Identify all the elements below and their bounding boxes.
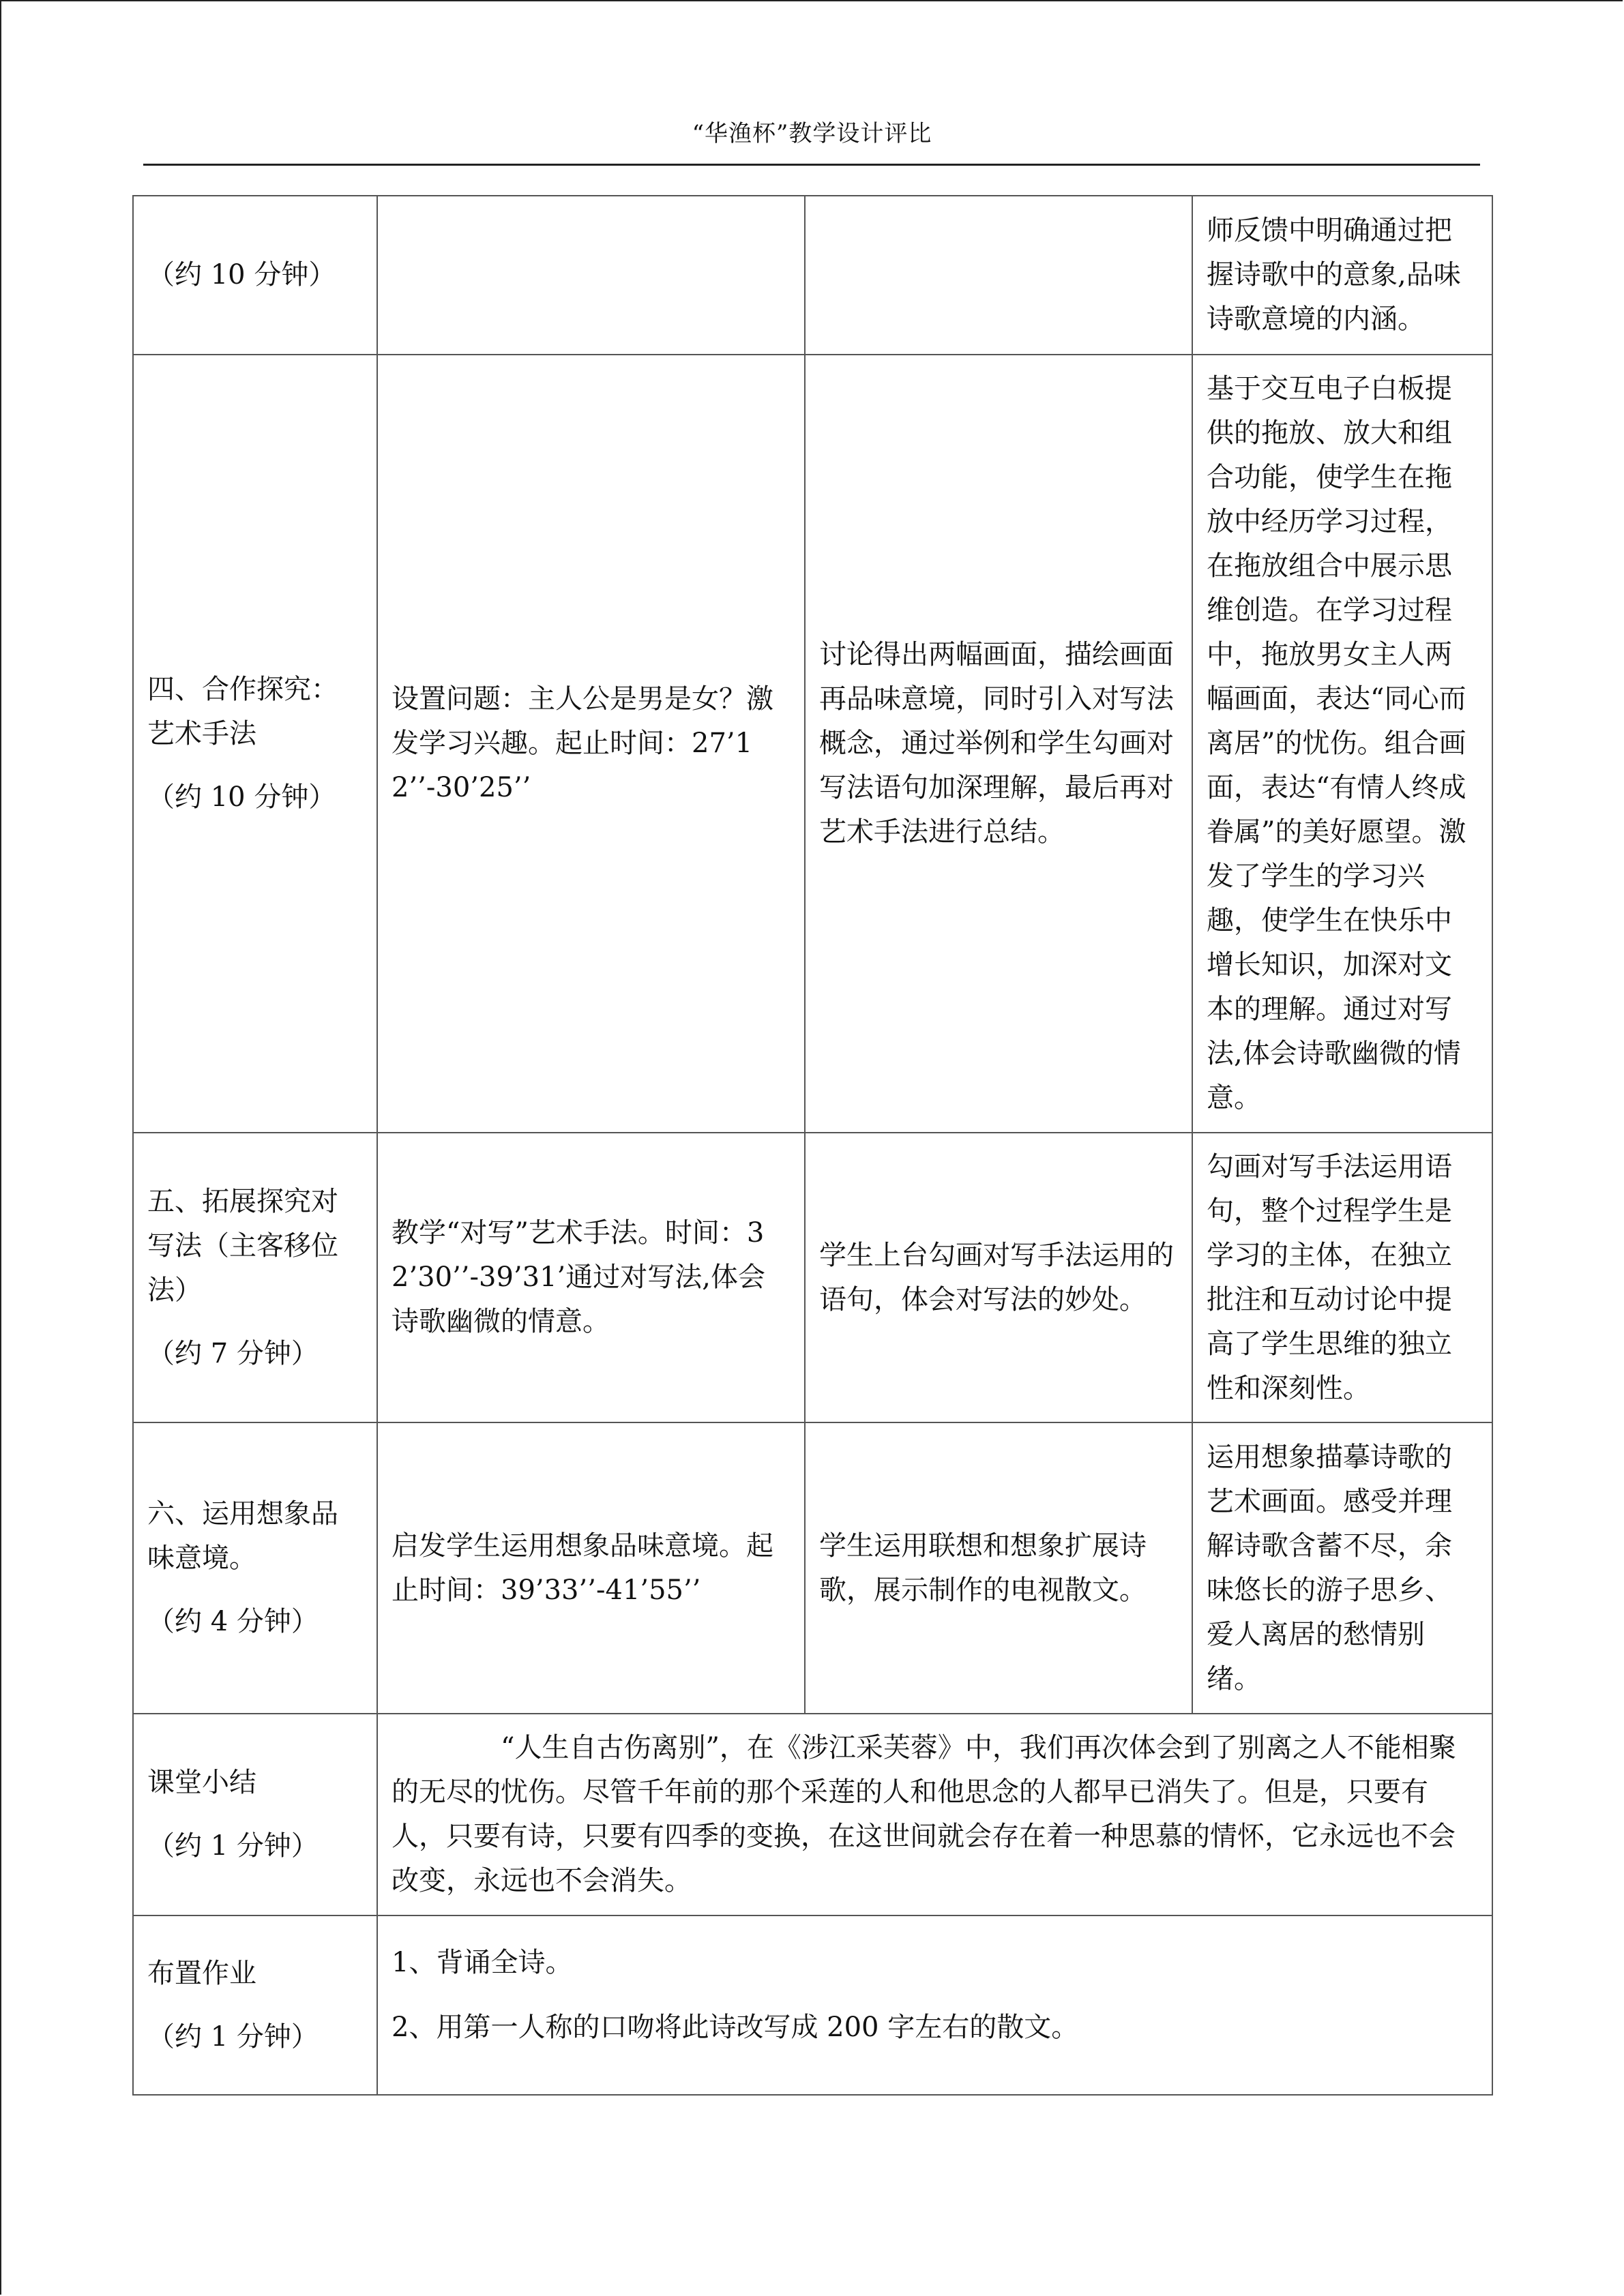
time-estimate: （约 10 分钟） — [147, 781, 336, 813]
teacher-activity-cell: 设置问题：主人公是男是女？激发学习兴趣。起止时间：27’12’’-30’25’’ — [377, 355, 805, 1133]
teacher-activity-cell: 启发学生运用想象品味意境。起止时间：39’33’’-41’55’’ — [377, 1422, 805, 1714]
time-estimate: （约 10 分钟） — [147, 259, 336, 290]
homework-label: 布置作业 — [147, 1957, 256, 1989]
summary-label-cell — [133, 1714, 377, 1915]
stage-title: 四、合作探究： 艺术手法 — [147, 674, 338, 749]
teacher-activity-cell — [377, 196, 805, 355]
time-estimate: （约 1 分钟） — [147, 2021, 319, 2053]
homework-item: 2、用第一人称的口吻将此诗改写成 200 字左右的散文。 — [392, 2011, 1079, 2043]
student-activity-cell — [805, 196, 1192, 355]
student-activity-cell: 讨论得出两幅画面，描绘画面再品味意境，同时引入对写法概念，通过举例和学生勾画对写法语句加深理解，最后再对艺术手法进行总结。 — [805, 355, 1192, 1133]
student-activity-cell: 学生运用联想和想象扩展诗歌，展示制作的电视散文。 — [805, 1422, 1192, 1714]
stage-title: 五、拓展探究对写法（主客移位法） — [147, 1185, 338, 1306]
summary-text: “人生自古伤离别”，在《涉江采芙蓉》中，我们再次体会到了别离之人不能相聚的无尽的忧伤。尽管千年前的那个采莲的人和他思念的人都早已消失了。但是，只要有人，只要有诗，只要有四季的变换，在这世间就会存在着一种思慕的情怀，它永远也不会改变，永远也不会消失。 — [377, 1714, 1492, 1915]
time-estimate: （约 1 分钟） — [147, 1830, 319, 1862]
stage-title: 六、运用想象品味意境。 — [147, 1498, 338, 1574]
table-row — [133, 1133, 1492, 1422]
page-header-title: “华渔杯”教学设计评比 — [692, 120, 932, 147]
time-estimate: （约 7 分钟） — [147, 1337, 319, 1369]
summary-label: 课堂小结 — [147, 1767, 256, 1798]
homework-row — [133, 1915, 1492, 2095]
header-divider — [143, 164, 1480, 166]
summary-row — [133, 1714, 1492, 1915]
homework-label-cell — [133, 1915, 377, 2095]
stage-cell — [133, 1133, 377, 1422]
table-row — [133, 355, 1492, 1133]
stage-cell — [133, 196, 377, 355]
design-intent-cell: 运用想象描摹诗歌的艺术画面。感受并理解诗歌含蓄不尽，余味悠长的游子思乡、爱人离居的愁情别绪。 — [1192, 1422, 1492, 1714]
homework-items-cell — [377, 1915, 1492, 2095]
table-row — [133, 1422, 1492, 1714]
design-intent-cell: 基于交互电子白板提供的拖放、放大和组合功能，使学生在拖放中经历学习过程，在拖放组合中展示思维创造。在学习过程中，拖放男女主人两幅画面，表达“同心而离居”的忧伤。组合画面，表达“有情人终成眷属”的美好愿望。激发了学生的学习兴趣，使学生在快乐中增长知识，加深对文本的理解。通过对写法,体会诗歌幽微的情意。 — [1192, 355, 1492, 1133]
stage-cell — [133, 1422, 377, 1714]
design-intent-cell: 勾画对写手法运用语句，整个过程学生是学习的主体，在独立批注和互动讨论中提高了学生思维的独立性和深刻性。 — [1192, 1133, 1492, 1422]
stage-cell — [133, 355, 377, 1133]
teacher-activity-cell: 教学“对写”艺术手法。时间：32’30’’-39’31’通过对写法,体会诗歌幽微的情意。 — [377, 1133, 805, 1422]
design-intent-cell: 师反馈中明确通过把握诗歌中的意象,品味诗歌意境的内涵。 — [1192, 196, 1492, 355]
homework-item: 1、背诵全诗。 — [392, 1946, 573, 1978]
student-activity-cell: 学生上台勾画对写手法运用的语句，体会对写法的妙处。 — [805, 1133, 1192, 1422]
time-estimate: （约 4 分钟） — [147, 1606, 319, 1637]
table-row — [133, 196, 1492, 355]
lesson-plan-table — [132, 195, 1493, 2096]
